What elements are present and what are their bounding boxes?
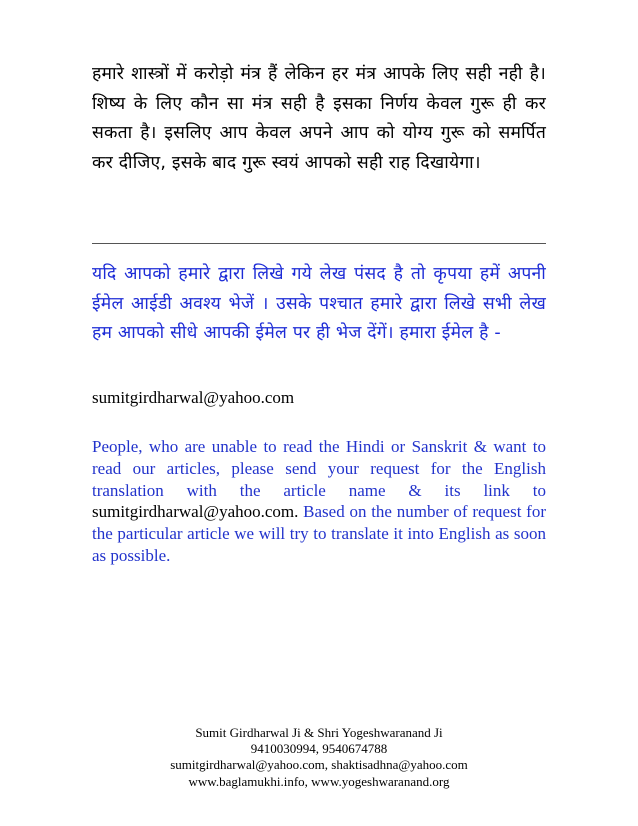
english-paragraph: [92, 436, 546, 567]
footer-websites: www.baglamukhi.info, www.yogeshwaranand.org: [188, 773, 450, 789]
footer-authors: Sumit Girdharwal Ji & Shri Yogeshwaranand Ji: [195, 725, 443, 740]
english-text-part1: People, who are unable to read the Hindi or Sanskrit & want to read our articles, please send your request for the English translation with the article name & its link to: [92, 437, 546, 500]
footer-phones: 9410030994, 9540674788: [250, 741, 388, 757]
english-text-part2: Based on the number of request for the particular article we will try to translate it into English as soon as possible.: [92, 502, 547, 565]
footer-emails: sumitgirdharwal@yahoo.com, shaktisadhna@yahoo.com: [170, 757, 468, 773]
hindi-paragraph-mantra: हमारे शास्त्रों में करोड़ो मंत्र हैं लेकिन हर मंत्र आपके लिए सही नही है। शिष्य के लिए कौन सा मंत्र सही है इसका निर्णय केवल गुरू ही कर सकता है। इसलिए आप केवल अपने आप को योग्य गुरू को समर्पित कर दीजिए, इसके बाद गुरू स्वयं आपको सही राह दिखायेगा।: [92, 64, 546, 173]
divider-line: [92, 243, 546, 244]
contact-email[interactable]: sumitgirdharwal@yahoo.com: [92, 388, 295, 407]
english-email-link[interactable]: sumitgirdharwal@yahoo.com.: [92, 502, 299, 522]
page-footer: [92, 725, 546, 790]
hindi-paragraph-email-request: यदि आपको हमारे द्वारा लिखे गये लेख पंसद है तो कृपया हमें अपनी ईमेल आईडी अवश्य भेजें । उसके पश्चात हमारे द्वारा लिखे सभी लेख हम आपको सीधे आपकी ईमेल पर ही भेज देंगें। हमारा ईमेल है -: [92, 264, 546, 343]
